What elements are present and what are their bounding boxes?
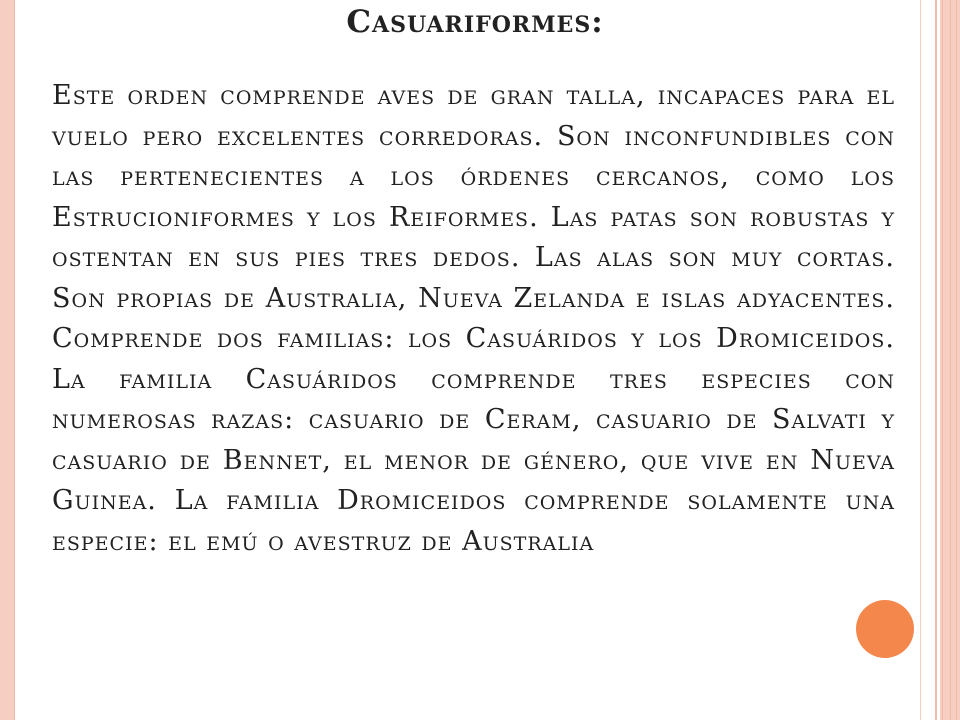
right-border-stripe <box>956 0 957 720</box>
right-border-stripe <box>950 0 951 720</box>
right-margin-line <box>920 0 921 720</box>
slide-title: Casuariformes: <box>346 4 604 40</box>
accent-circle-decoration <box>856 600 914 658</box>
left-border-decoration <box>0 0 15 720</box>
slide-body-text: Este orden comprende aves de gran talla, incapaces para el vuelo pero excelentes corredoras. Son inconfundibles con las pertenecientes a los órdenes cercanos, como los Estrucioniformes y los Reiformes. Las patas son robustas y ostentan en sus pies tres dedos. Las alas son muy cortas. Son propias de Australia, Nueva Zelanda e islas adyacentes. Comprende dos familias: los Casuáridos y los Dromiceidos. La familia Casuáridos comprende tres especies con numerosas razas: casuario de Ceram, casuario de Salvati y casuario de Bennet, el menor de género, que vive en Nueva Guinea. La familia Dromiceidos comprende solamente una especie: el emú o avestruz de Australia <box>52 80 895 557</box>
right-border-line <box>935 0 937 720</box>
right-border-stripe <box>942 0 943 720</box>
